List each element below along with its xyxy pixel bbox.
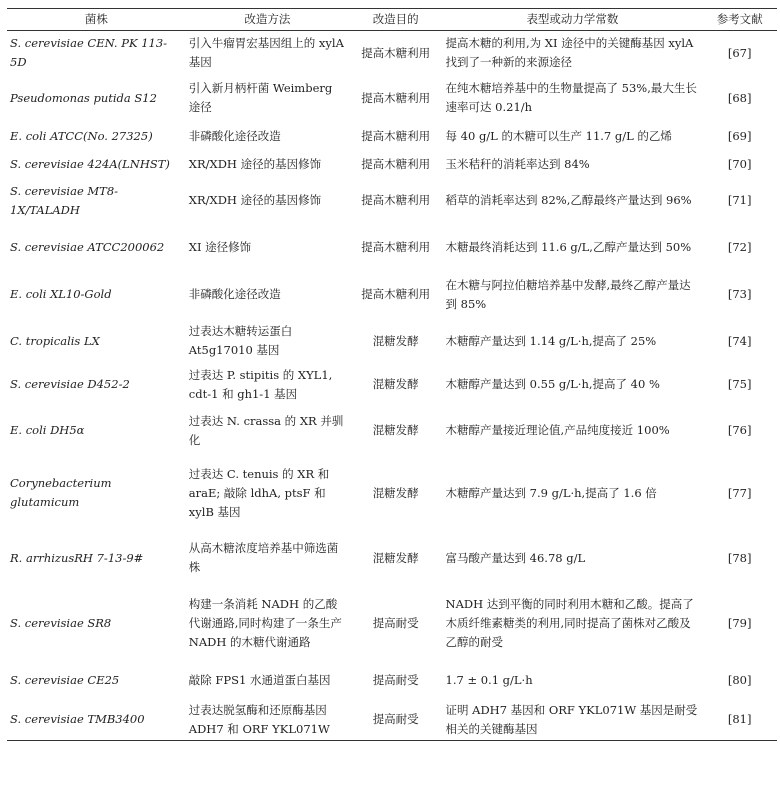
cell-method: 非磷酸化途径改造: [188, 129, 281, 143]
cell-goal: 提高耐受: [372, 672, 419, 687]
cell-method: 非磷酸化途径改造: [188, 287, 281, 301]
cell-strain: S. cerevisiae 424A(LNHST): [10, 157, 170, 171]
cell-goal: 提高耐受: [349, 700, 443, 741]
cell-method: 过表达 N. crassa 的 XR 并驯化: [188, 413, 344, 447]
cell-strain: S. cerevisiae ATCC200062: [10, 240, 165, 254]
cell-result: 证明 ADH7 基因和 ORF YKL071W 基因是耐受相关的关键酶基因: [443, 700, 703, 741]
cell-goal: 混糖发酵: [372, 377, 419, 391]
table-row: [7, 586, 777, 661]
cell-ref: [77]: [727, 485, 752, 500]
header-goal: 改造目的: [349, 9, 443, 31]
table-row: [7, 364, 777, 406]
header-ref: 参考文献: [702, 9, 777, 31]
cell-ref: [78]: [727, 550, 752, 565]
cell-strain: S. cerevisiae D452-2: [10, 377, 130, 391]
table-row: [7, 456, 777, 531]
strain-table: [7, 8, 777, 741]
cell-goal: 提高木糖利用: [361, 193, 431, 207]
cell-method: 过表达 P. stipitis 的 XYL1, cdt-1 和 gh1-1 基因: [188, 367, 333, 401]
cell-ref: [71]: [727, 193, 752, 207]
cell-goal: 提高木糖利用: [361, 90, 431, 105]
cell-strain: Corynebacterium glutamicum: [10, 476, 112, 509]
cell-goal: 提高耐受: [372, 615, 419, 630]
cell-ref: [75]: [727, 377, 752, 391]
cell-result: 在木糖与阿拉伯糖培养基中发酵,最终乙醇产量达到 85%: [445, 277, 691, 311]
table-row: [7, 225, 777, 271]
cell-strain: S. cerevisiae CEN. PK 113-5D: [10, 36, 168, 70]
cell-goal: 混糖发酵: [372, 485, 419, 500]
cell-result: 木糖醇产量接近理论值,产品纯度接近 100%: [445, 423, 670, 437]
cell-result: 每 40 g/L 的木糖可以生产 11.7 g/L 的乙烯: [445, 129, 672, 143]
cell-strain: S. cerevisiae SR8: [10, 615, 112, 630]
cell-strain: S. cerevisiae TMB3400: [7, 700, 186, 741]
cell-method: XI 途径修饰: [188, 240, 252, 254]
cell-method: 引入新月柄杆菌 Weimberg 途径: [188, 81, 333, 114]
cell-goal: 混糖发酵: [372, 550, 419, 565]
cell-result: 玉米秸秆的消耗率达到 84%: [445, 157, 590, 171]
cell-strain: E. coli ATCC(No. 27325): [10, 129, 153, 143]
header-result: 表型或动力学常数: [443, 9, 703, 31]
table-row: [7, 31, 777, 76]
table-row: [7, 177, 777, 225]
cell-method: 从高木糖浓度培养基中筛选菌株: [188, 541, 339, 574]
cell-method: 引入牛瘤胃宏基因组上的 xylA 基因: [188, 36, 344, 70]
cell-goal: 提高木糖利用: [361, 129, 431, 143]
cell-goal: 提高木糖利用: [361, 45, 431, 60]
cell-ref: [72]: [727, 240, 752, 254]
header-strain: 菌株: [7, 9, 186, 31]
cell-ref: [69]: [727, 129, 752, 143]
table-row: [7, 700, 777, 741]
cell-method: XR/XDH 途径的基因修饰: [188, 193, 322, 207]
table-row: [7, 121, 777, 153]
cell-ref: [70]: [727, 157, 752, 171]
cell-method: 过表达木糖转运蛋白 At5g17010 基因: [188, 324, 293, 357]
cell-method: 构建一条消耗 NADH 的乙酸代谢通路,同时构建了一条生产 NADH 的木糖代谢通路: [188, 596, 342, 649]
cell-strain: C. tropicalis LX: [10, 333, 100, 348]
table-row: [7, 661, 777, 700]
cell-method: 敲除 FPS1 水通道蛋白基因: [188, 672, 331, 687]
cell-strain: S. cerevisiae CE25: [10, 672, 120, 687]
cell-strain: Pseudomonas putida S12: [10, 90, 157, 105]
cell-result: 1.7 ± 0.1 g/L·h: [445, 672, 533, 687]
cell-strain: E. coli DH5α: [10, 423, 85, 437]
cell-goal: 提高木糖利用: [361, 287, 431, 301]
cell-ref: [79]: [727, 615, 752, 630]
cell-result: 在纯木糖培养基中的生物量提高了 53%,最大生长速率可达 0.21/h: [445, 81, 697, 114]
cell-ref: [73]: [727, 287, 752, 301]
cell-method: 过表达脱氢酶和还原酶基因 ADH7 和 ORF YKL071W: [186, 700, 349, 741]
table-row: [7, 153, 777, 177]
cell-goal: 提高木糖利用: [361, 157, 431, 171]
cell-method: XR/XDH 途径的基因修饰: [188, 157, 322, 171]
cell-goal: 混糖发酵: [372, 423, 419, 437]
cell-result: 木糖最终消耗达到 11.6 g/L,乙醇产量达到 50%: [445, 240, 692, 254]
cell-result: 富马酸产量达到 46.78 g/L: [445, 550, 586, 565]
cell-result: 木糖醇产量达到 1.14 g/L·h,提高了 25%: [445, 333, 657, 348]
table-row: [7, 76, 777, 121]
cell-ref: [76]: [727, 423, 752, 437]
table-row: [7, 271, 777, 319]
cell-goal: 混糖发酵: [372, 333, 419, 348]
cell-ref: [74]: [727, 333, 752, 348]
table-row: [7, 319, 777, 364]
cell-strain: S. cerevisiae MT8-1X/TALADH: [10, 183, 119, 217]
table-row: [7, 531, 777, 586]
cell-ref: [68]: [727, 90, 752, 105]
table-header-row: [7, 9, 777, 31]
cell-strain: R. arrhizusRH 7-13-9#: [10, 550, 144, 565]
cell-strain: E. coli XL10-Gold: [10, 287, 112, 301]
table-row: [7, 406, 777, 456]
cell-result: 提高木糖的利用,为 XI 途径中的关键酶基因 xylA 找到了一种新的来源途径: [445, 36, 694, 70]
header-method: 改造方法: [186, 9, 349, 31]
cell-result: 木糖醇产量达到 7.9 g/L·h,提高了 1.6 倍: [445, 485, 657, 500]
cell-result: 稻草的消耗率达到 82%,乙醇最终产量达到 96%: [445, 193, 692, 207]
cell-goal: 提高木糖利用: [361, 240, 431, 254]
cell-ref: [81]: [702, 700, 777, 741]
cell-ref: [80]: [727, 672, 752, 687]
cell-result: NADH 达到平衡的同时利用木糖和乙酸。提高了木质纤维素糖类的利用,同时提高了菌株对乙酸及乙醇的耐受: [445, 596, 694, 649]
cell-method: 过表达 C. tenuis 的 XR 和 araE; 敲除 ldhA, ptsF 和 xylB 基因: [188, 466, 330, 519]
cell-result: 木糖醇产量达到 0.55 g/L·h,提高了 40 %: [445, 377, 660, 391]
cell-ref: [67]: [727, 45, 752, 60]
